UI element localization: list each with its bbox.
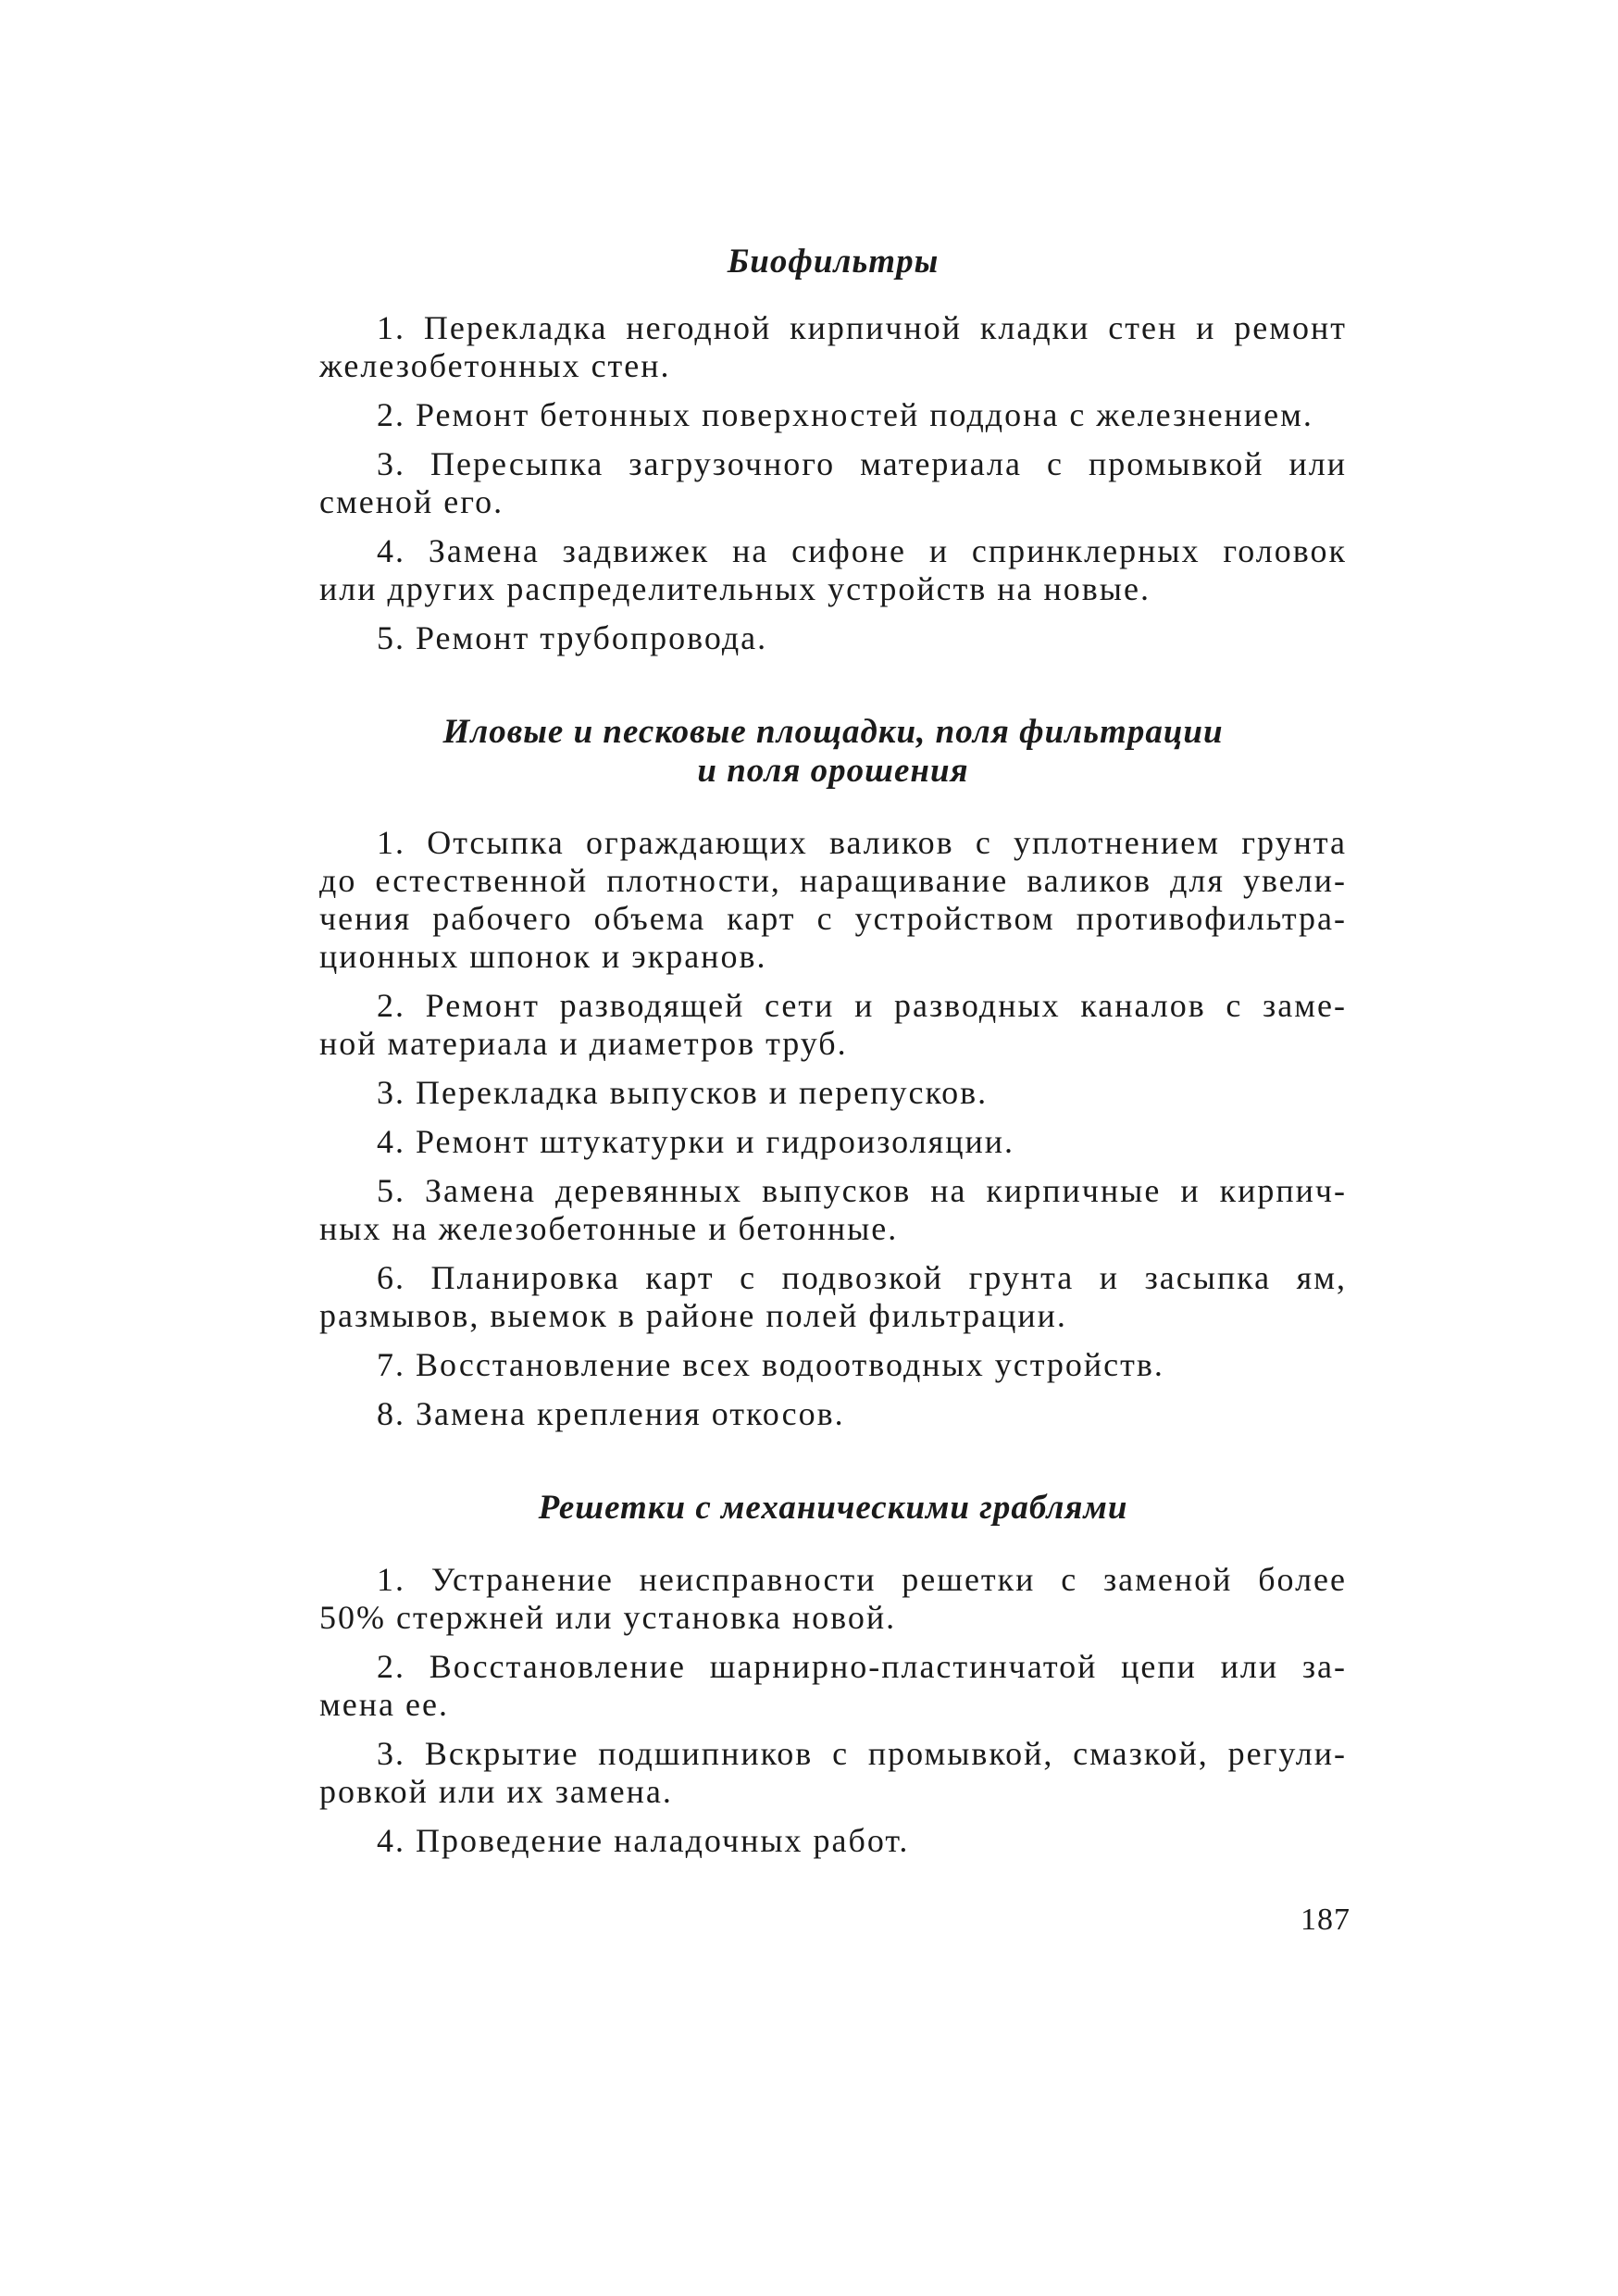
section-mechanical-screens [319,1489,1347,1860]
item-line: или других распределительных устройств на новые. [319,570,1151,607]
item-list [319,824,1347,1433]
item-line: 4. Ремонт штукатурки и гидроизоляции. [377,1123,1015,1160]
item-line: 6. Планировка карт с подвозкой грунта и засыпка ям, [377,1259,1347,1296]
section-sludge-beds [319,713,1347,1433]
list-item [319,445,1347,521]
item-line: 3. Пересыпка загрузочного материала с промывкой или [377,445,1347,482]
item-list [319,309,1347,657]
section-title [319,1489,1347,1528]
item-line: ционных шпонок и экранов. [319,938,767,975]
item-line: размывов, выемок в районе полей фильтрации. [319,1297,1067,1334]
list-item [319,1648,1347,1724]
list-item [319,1395,1347,1433]
list-item [319,987,1347,1063]
item-line: 3. Перекладка выпусков и перепусков. [377,1074,989,1111]
item-line: 2. Ремонт разводящей сети и разводных каналов с заме- [377,987,1347,1024]
item-line: до естественной плотности, наращивание валиков для увели- [319,862,1347,899]
section-title [319,713,1347,791]
list-item [319,1259,1347,1335]
list-item [319,824,1347,976]
list-item [319,396,1347,434]
page-number: 187 [1301,1903,1350,1937]
item-line: сменой его. [319,483,504,520]
list-item [319,1123,1347,1161]
item-line: 3. Вскрытие подшипников с промывкой, смазкой, регули- [377,1735,1347,1772]
item-line: 8. Замена крепления откосов. [377,1395,845,1432]
section-title [319,243,1347,281]
list-item [319,1735,1347,1811]
item-line: 2. Восстановление шарнирно-пластинчатой цепи или за- [377,1648,1347,1685]
item-line: 1. Отсыпка ограждающих валиков с уплотнением грунта [377,824,1347,861]
item-line: мена ее. [319,1686,449,1723]
item-line: 50% стержней или установка новой. [319,1599,897,1636]
item-line: чения рабочего объема карт с устройством противофильтра- [319,900,1347,937]
list-item [319,1346,1347,1384]
section-title-line: Решетки с механическими граблями [538,1489,1128,1527]
item-line: ных на железобетонные и бетонные. [319,1210,899,1247]
item-line: 4. Замена задвижек на сифоне и спринклерных головок [377,532,1347,569]
section-biofilters [319,243,1347,657]
list-item [319,1561,1347,1637]
list-item [319,1172,1347,1248]
list-item [319,1074,1347,1112]
item-line: 2. Ремонт бетонных поверхностей поддона с железнением. [377,396,1313,433]
list-item [319,532,1347,608]
list-item [319,1822,1347,1860]
section-title-line: и поля орошения [697,752,969,790]
text-block [319,243,1347,1871]
item-list [319,1561,1347,1860]
item-line: 7. Восстановление всех водоотводных устройств. [377,1346,1164,1383]
item-line: 1. Устранение неисправности решетки с заменой более [377,1561,1347,1598]
item-line: ной материала и диаметров труб. [319,1025,848,1062]
list-item [319,619,1347,657]
item-line: 5. Ремонт трубопровода. [377,619,768,656]
item-line: железобетонных стен. [319,347,671,384]
section-title-line: Иловые и песковые площадки, поля фильтрации [442,713,1224,751]
item-line: 4. Проведение наладочных работ. [377,1822,910,1859]
item-line: 5. Замена деревянных выпусков на кирпичные и кирпич- [377,1172,1347,1209]
list-item [319,309,1347,385]
item-line: 1. Перекладка негодной кирпичной кладки стен и ремонт [377,309,1347,346]
item-line: ровкой или их замена. [319,1773,673,1810]
section-title-line: Биофильтры [727,243,940,281]
